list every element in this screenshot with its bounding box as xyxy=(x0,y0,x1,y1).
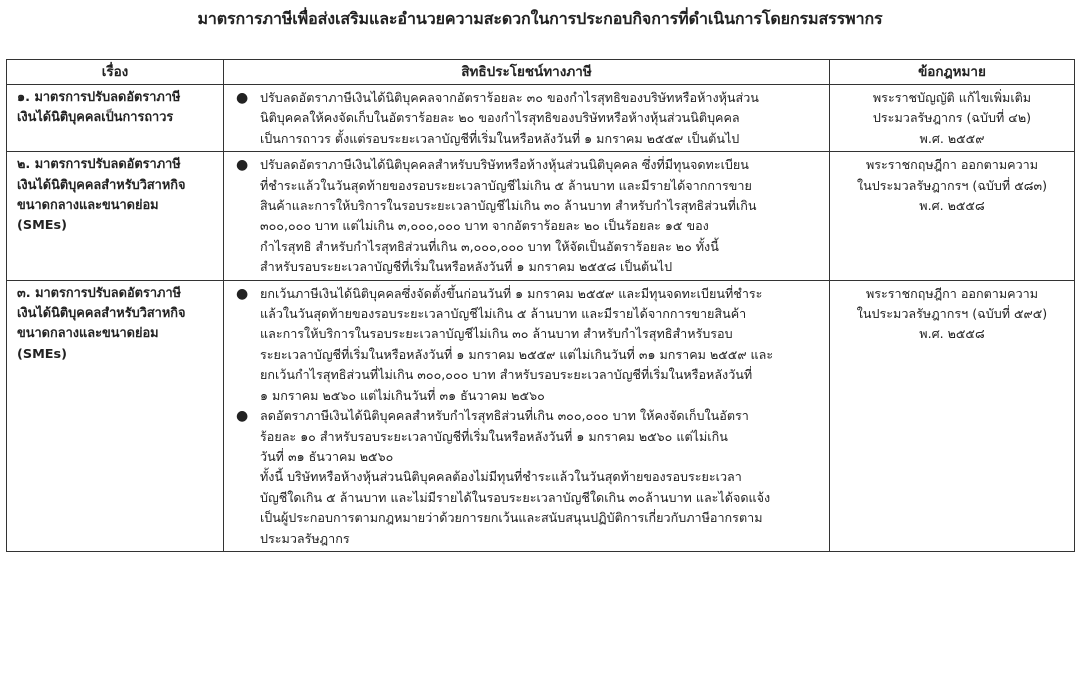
column-header-tax-benefit: สิทธิประโยชน์ทางภาษี xyxy=(224,60,830,85)
benefit-line: แล้วในวันสุดท้ายของรอบระยะเวลาบัญชีไม่เกิน ๕ ล้านบาท และมีรายได้จากการขายสินค้า xyxy=(260,306,747,322)
bullet-icon: ● xyxy=(236,408,249,425)
topic-line: (SMEs) xyxy=(17,346,68,362)
tax-benefit-cell xyxy=(224,152,830,280)
tax-benefit-cell xyxy=(224,85,830,152)
legal-provision-line: พ.ศ. ๒๕๕๙ xyxy=(919,130,985,146)
legal-provision-cell xyxy=(830,280,1075,551)
topic-line: เงินได้นิติบุคคลสำหรับวิสาหกิจ xyxy=(17,306,186,322)
topic-line: ขนาดกลางและขนาดย่อม xyxy=(17,198,159,214)
topic-line: ๒. มาตรการปรับลดอัตราภาษี xyxy=(17,157,181,173)
benefit-bullet-item xyxy=(234,284,821,406)
topic-line: ๑. มาตรการปรับลดอัตราภาษี xyxy=(17,90,181,105)
benefit-line: ลดอัตราภาษีเงินได้นิติบุคคลสำหรับกำไรสุทธิส่วนที่เกิน ๓๐๐,๐๐๐ บาท ให้คงจัดเก็บในอัตรา xyxy=(260,408,749,424)
topic-line: เงินได้นิติบุคคลเป็นการถาวร xyxy=(17,110,174,126)
benefit-line: ยกเว้นภาษีเงินได้นิติบุคคลซึ่งจัดตั้งขึ้นก่อนวันที่ ๑ มกราคม ๒๕๕๙ และมีทุนจดทะเบียนที่ชำระ xyxy=(260,285,763,301)
tax-benefit-cell xyxy=(224,280,830,551)
page-title: มาตรการภาษีเพื่อส่งเสริมและอำนวยความสะดวกในการประกอบกิจการที่ดำเนินการโดยกรมสรรพากร xyxy=(197,9,883,28)
bullet-icon: ● xyxy=(236,285,249,302)
legal-provision-line: ประมวลรัษฎากร (ฉบับที่ ๔๒) xyxy=(872,110,1032,126)
tax-measures-table xyxy=(6,59,1075,552)
topic-line: ๓. มาตรการปรับลดอัตราภาษี xyxy=(17,285,182,301)
legal-provision-line: พระราชกฤษฎีกา ออกตามความ xyxy=(865,157,1039,173)
note-line: ประมวลรัษฎากร xyxy=(260,530,350,546)
benefit-line: วันที่ ๓๑ ธันวาคม ๒๕๖๐ xyxy=(260,448,394,464)
bullet-icon: ● xyxy=(236,157,249,174)
benefit-line: นิติบุคคลให้คงจัดเก็บในอัตราร้อยละ ๒๐ ของกำไรสุทธิของบริษัทหรือห้างหุ้นส่วนนิติบุคคล xyxy=(260,110,740,126)
legal-provision-line: ในประมวลรัษฎากรฯ (ฉบับที่ ๕๙๕) xyxy=(856,306,1048,322)
benefit-line: ๑ มกราคม ๒๕๖๐ แต่ไม่เกินวันที่ ๓๑ ธันวาคม ๒๕๖๐ xyxy=(260,387,545,403)
benefit-line: ที่ชำระแล้วในวันสุดท้ายของรอบระยะเวลาบัญชีไม่เกิน ๕ ล้านบาท และมีรายได้จากการขาย xyxy=(260,177,752,193)
legal-provision-line: พ.ศ. ๒๕๕๘ xyxy=(919,326,985,342)
note-line: บัญชีใดเกิน ๕ ล้านบาท และไม่มีรายได้ในรอบระยะเวลาบัญชีใดเกิน ๓๐ล้านบาท และได้จดแจ้ง xyxy=(260,489,771,505)
benefit-bullet-item xyxy=(234,88,821,149)
benefit-line: ระยะเวลาบัญชีที่เริ่มในหรือหลังวันที่ ๑ มกราคม ๒๕๕๙ แต่ไม่เกินวันที่ ๓๑ มกราคม ๒๕๕๙ และ xyxy=(260,346,774,362)
benefit-line: สำหรับรอบระยะเวลาบัญชีที่เริ่มในหรือหลังวันที่ ๑ มกราคม ๒๕๕๘ เป็นต้นไป xyxy=(260,259,673,275)
benefit-line: กำไรสุทธิ สำหรับกำไรสุทธิส่วนที่เกิน ๓,๐๐๐,๐๐๐ บาท ให้จัดเป็นอัตราร้อยละ ๒๐ ทั้งนี้ xyxy=(260,238,719,254)
benefit-line: ปรับลดอัตราภาษีเงินได้นิติบุคคลสำหรับบริษัทหรือห้างหุ้นส่วนนิติบุคคล ซึ่งที่มีทุนจดทะเบียน xyxy=(260,157,749,173)
topic-cell xyxy=(7,280,224,551)
note-line: ทั้งนี้ บริษัทหรือห้างหุ้นส่วนนิติบุคคลต้องไม่มีทุนที่ชำระแล้วในวันสุดท้ายของรอบระยะเวลา xyxy=(260,469,742,485)
legal-provision-line: พระราชกฤษฎีกา ออกตามความ xyxy=(865,285,1039,301)
benefit-line: ยกเว้นกำไรสุทธิส่วนที่ไม่เกิน ๓๐๐,๐๐๐ บาท สำหรับรอบระยะเวลาบัญชีที่เริ่มในหรือหลังวันที่ xyxy=(260,367,753,383)
benefit-line: และการให้บริการในรอบระยะเวลาบัญชีไม่เกิน ๓๐ ล้านบาท สำหรับกำไรสุทธิสำหรับรอบ xyxy=(260,326,733,342)
benefit-line: ร้อยละ ๑๐ สำหรับรอบระยะเวลาบัญชีที่เริ่มในหรือหลังวันที่ ๑ มกราคม ๒๕๖๐ แต่ไม่เกิน xyxy=(260,428,728,444)
benefit-bullet-item xyxy=(234,406,821,467)
note-line: เป็นผู้ประกอบการตามกฎหมายว่าด้วยการยกเว้นและสนับสนุนปฏิบัติการเกี่ยวกับภาษีอากรตาม xyxy=(260,510,763,526)
topic-line: เงินได้นิติบุคคลสำหรับวิสาหกิจ xyxy=(17,177,186,193)
table-row xyxy=(7,152,1075,280)
legal-provision-line: พระราชบัญญัติ แก้ไขเพิ่มเติม xyxy=(872,90,1032,105)
benefit-line: สินค้าและการให้บริการในรอบระยะเวลาบัญชีไม่เกิน ๓๐ ล้านบาท สำหรับกำไรสุทธิส่วนที่เกิน xyxy=(260,198,757,214)
legal-provision-cell xyxy=(830,152,1075,280)
column-header-legal-provision: ข้อกฎหมาย xyxy=(830,60,1075,85)
legal-provision-line: ในประมวลรัษฎากรฯ (ฉบับที่ ๕๘๓) xyxy=(857,177,1047,193)
table-header-row xyxy=(7,60,1075,85)
benefit-line: ปรับลดอัตราภาษีเงินได้นิติบุคคลจากอัตราร้อยละ ๓๐ ของกำไรสุทธิของบริษัทหรือห้างหุ้นส่วน xyxy=(260,90,759,105)
benefit-note xyxy=(234,467,821,549)
legal-provision-line: พ.ศ. ๒๕๕๘ xyxy=(919,198,985,214)
table-row xyxy=(7,85,1075,152)
benefit-line: เป็นการถาวร ตั้งแต่รอบระยะเวลาบัญชีที่เริ่มในหรือหลังวันที่ ๑ มกราคม ๒๕๕๙ เป็นต้นไป xyxy=(260,130,740,146)
benefit-bullet-item xyxy=(234,155,821,277)
topic-cell xyxy=(7,152,224,280)
benefit-line: ๓๐๐,๐๐๐ บาท แต่ไม่เกิน ๓,๐๐๐,๐๐๐ บาท จากอัตราร้อยละ ๒๐ เป็นร้อยละ ๑๕ ของ xyxy=(260,218,709,234)
table-row xyxy=(7,280,1075,551)
column-header-topic: เรื่อง xyxy=(7,60,224,85)
bullet-icon: ● xyxy=(236,90,249,106)
topic-line: (SMEs) xyxy=(17,218,68,234)
legal-provision-cell xyxy=(830,85,1075,152)
topic-cell xyxy=(7,85,224,152)
topic-line: ขนาดกลางและขนาดย่อม xyxy=(17,326,159,342)
